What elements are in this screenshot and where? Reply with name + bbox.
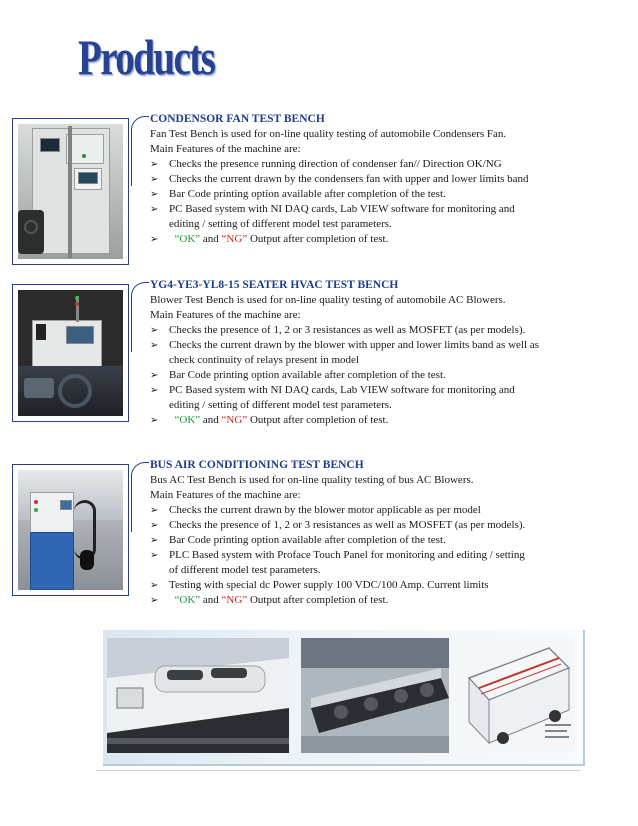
ac-evaporator-assembly-image — [301, 638, 449, 753]
feature-item: ➢ Testing with special dc Power supply 100 VDC/100 Amp. Current limits — [150, 579, 489, 591]
section-connector-line — [131, 116, 149, 186]
section-heading: BUS AIR CONDITIONING TEST BENCH — [150, 459, 364, 471]
feature-item: ➢ PC Based system with NI DAQ cards, Lab VIEW software for monitoring and editing / setting of different model test parameters. — [150, 384, 515, 411]
section-intro: Bus AC Test Bench is used for on-line quality testing of bus AC Blowers. — [150, 474, 474, 486]
arrow-bullet-icon: ➢ — [150, 550, 159, 561]
feature-item: ➢ PC Based system with NI DAQ cards, Lab VIEW software for monitoring and editing / setting of different model test parameters. — [150, 203, 515, 230]
product-photo-frame — [12, 464, 129, 596]
section-text — [150, 112, 630, 247]
bus-ac-bench-image — [18, 470, 123, 590]
arrow-bullet-icon: ➢ — [150, 385, 159, 396]
section-connector-line — [131, 282, 149, 352]
feature-item-output: ➢ “OK” and “NG” Output after completion of test. — [150, 233, 389, 245]
bus-roof-ac-unit-image — [107, 638, 289, 753]
features-label: Main Features of the machine are: — [150, 309, 301, 321]
feature-item: ➢ Checks the current drawn by the condensers fan with upper and lower limits band — [150, 173, 529, 185]
ok-label: “OK” — [174, 594, 201, 606]
features-label: Main Features of the machine are: — [150, 143, 301, 155]
arrow-bullet-icon: ➢ — [150, 189, 159, 200]
arrow-bullet-icon: ➢ — [150, 535, 159, 546]
arrow-bullet-icon: ➢ — [150, 370, 159, 381]
section-heading: YG4-YE3-YL8-15 SEATER HVAC TEST BENCH — [150, 279, 399, 291]
arrow-bullet-icon: ➢ — [150, 595, 159, 606]
arrow-bullet-icon: ➢ — [150, 234, 159, 245]
arrow-bullet-icon: ➢ — [150, 340, 159, 351]
feature-item: ➢ Checks the presence of 1, 2 or 3 resistances as well as MOSFET (as per models). — [150, 519, 526, 531]
section-text — [150, 278, 630, 428]
feature-list — [150, 323, 630, 428]
feature-item: ➢ Bar Code printing option available after completion of the test. — [150, 188, 446, 200]
ok-label: “OK” — [174, 233, 201, 245]
arrow-bullet-icon: ➢ — [150, 415, 159, 426]
arrow-bullet-icon: ➢ — [150, 325, 159, 336]
arrow-bullet-icon: ➢ — [150, 159, 159, 170]
section-intro: Blower Test Bench is used for on-line quality testing of automobile AC Blowers. — [150, 294, 506, 306]
arrow-bullet-icon: ➢ — [150, 204, 159, 215]
section-intro: Fan Test Bench is used for on-line quality testing of automobile Condensers Fan. — [150, 128, 507, 140]
feature-list — [150, 157, 630, 247]
footer-divider — [96, 770, 580, 771]
feature-item-output: ➢ “OK” and “NG” Output after completion of test. — [150, 594, 389, 606]
page-title: Products — [78, 29, 215, 85]
product-photo-frame — [12, 118, 129, 265]
arrow-bullet-icon: ➢ — [150, 580, 159, 591]
hvac-bench-image — [18, 290, 123, 416]
condensor-fan-bench-image — [18, 124, 123, 259]
feature-item: ➢ Checks the presence of 1, 2 or 3 resistances as well as MOSFET (as per models). — [150, 324, 526, 336]
ng-label: “NG” — [221, 233, 248, 245]
ok-label: “OK” — [174, 414, 201, 426]
feature-list — [150, 503, 630, 608]
ng-label: “NG” — [221, 594, 248, 606]
section-heading: CONDENSOR FAN TEST BENCH — [150, 113, 325, 125]
section-connector-line — [131, 462, 149, 532]
features-label: Main Features of the machine are: — [150, 489, 301, 501]
feature-item: ➢ Checks the presence running direction of condenser fan// Direction OK/NG — [150, 158, 502, 170]
product-photo-frame — [12, 284, 129, 422]
arrow-bullet-icon: ➢ — [150, 174, 159, 185]
arrow-bullet-icon: ➢ — [150, 505, 159, 516]
feature-item: ➢ Bar Code printing option available after completion of the test. — [150, 534, 446, 546]
section-text — [150, 458, 630, 608]
feature-item: ➢ PLC Based system with Proface Touch Panel for monitoring and editing / setting of different model test parameters. — [150, 549, 525, 576]
feature-item-output: ➢ “OK” and “NG” Output after completion of test. — [150, 414, 389, 426]
ng-label: “NG” — [221, 414, 248, 426]
bus-ac-layout-diagram-image — [459, 638, 575, 753]
arrow-bullet-icon: ➢ — [150, 520, 159, 531]
feature-item: ➢ Checks the current drawn by the blower motor applicable as per model — [150, 504, 481, 516]
product-gallery-banner — [103, 630, 585, 766]
feature-item: ➢ Checks the current drawn by the blower with upper and lower limits band as well as check continuity of relays present in model — [150, 339, 539, 366]
feature-item: ➢ Bar Code printing option available after completion of the test. — [150, 369, 446, 381]
